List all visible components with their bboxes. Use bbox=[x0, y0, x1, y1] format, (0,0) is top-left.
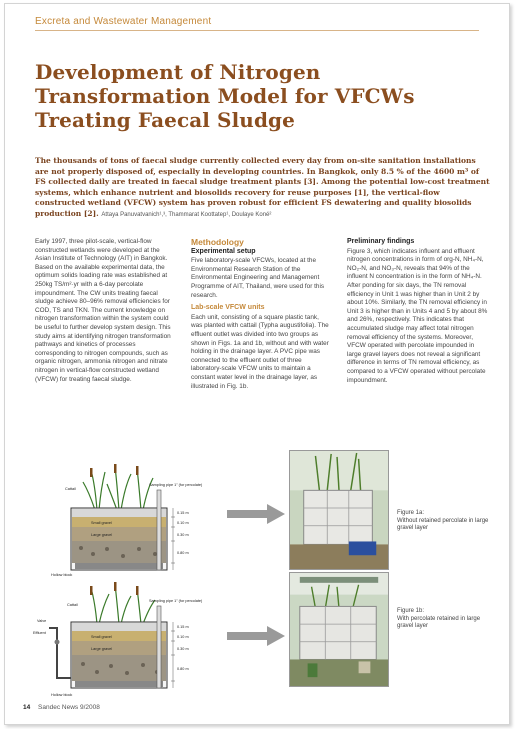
findings-heading: Preliminary findings bbox=[347, 238, 415, 245]
caption-1b-text: With percolate retained in large gravel layer bbox=[397, 615, 481, 629]
label-d4: 0.80 m bbox=[177, 551, 189, 555]
label-large-gravel-b: Large gravel bbox=[91, 647, 113, 651]
publication-name: Sandec News 9/2008 bbox=[38, 704, 100, 711]
arrow-right-icon bbox=[227, 502, 285, 526]
label-cattail: Cattail bbox=[65, 487, 76, 491]
figure-1b bbox=[31, 572, 491, 707]
title-line-3: Treating Faecal Sludge bbox=[35, 108, 295, 132]
header-rule bbox=[35, 30, 479, 31]
column-3 bbox=[347, 238, 489, 389]
label-pipe-b: Sampling pipe 1" (for percolate) bbox=[149, 599, 203, 603]
vfcw-diagram-1b bbox=[31, 572, 219, 707]
title-line-1: Development of Nitrogen bbox=[35, 60, 321, 84]
label-small-gravel: Small gravel bbox=[91, 521, 112, 525]
vfcw-diagram-1a bbox=[31, 450, 219, 585]
section-header: Excreta and Wastewater Management bbox=[35, 16, 212, 27]
column-1 bbox=[35, 238, 175, 388]
caption-1a-text: Without retained percolate in large gravel layer bbox=[397, 517, 489, 531]
label-pipe: Sampling pipe 1" (for percolate) bbox=[149, 483, 203, 487]
figure-1b-caption bbox=[397, 608, 489, 631]
findings-paragraph: Figure 3, which indicates influent and effluent nitrogen concentrations in form of org-N, NH₄-N, NO₂-N, and NO₃-N, reveals that 94% of the influent N concentration is in the form of NH₄-N. After ponding for six days, the TN removal efficiency in Unit 1 was higher than in Unit 2 by about 10%. Similarly, the TN removal efficiency in Unit 3 is higher than in Units 4 and 5 by about 8% and 26%, respectively. This indicates that accumulated sludge may affect total nitrogen removal efficiency of the systems. Moreover, VFCW operated with percolate impounded in large gravel layers does not reveal a significant difference in terms of TN removal efficiency, as compared to a VFCW operated without percolate impoundment. bbox=[347, 247, 488, 384]
label-d2-b: 0.10 m bbox=[177, 635, 189, 639]
arrow-right-icon bbox=[227, 624, 285, 648]
label-d1-b: 0.15 m bbox=[177, 625, 189, 629]
lead-text: The thousands of tons of faecal sludge currently collected every day from on-site sanitation installations are not properly disposed of, especially in developing countries. In Bangkok, only 8.5 % of the 4600 m³ of FS collected daily are treated in faecal sludge treatment plants [3]. Among the potential low-cost treatment systems, which enhance nutrient and biosolids recovery for reuse purposes [1], the vertical-flow constructed wetland (VFCW) system has proven robust for efficient FS dewatering and quality biosolids production [2]. bbox=[35, 156, 490, 218]
caption-1b-title: Figure 1b: bbox=[397, 608, 425, 614]
methodology-heading: Methodology bbox=[191, 237, 244, 247]
magazine-page bbox=[4, 3, 510, 725]
page-footer bbox=[23, 704, 100, 711]
column-2 bbox=[191, 238, 331, 395]
setup-paragraph: Five laboratory-scale VFCWs, located at the Environmental Research Station of the Environmental Engineering and Management Programme of AIT, Thailand, were used for this research. bbox=[191, 257, 325, 299]
label-d2: 0.10 m bbox=[177, 521, 189, 525]
label-d3: 0.30 m bbox=[177, 533, 189, 537]
label-d4-b: 0.80 m bbox=[177, 667, 189, 671]
authors: Attaya Panuvatvanich¹,³, Thammarat Koottatep¹, Doulaye Koné² bbox=[101, 211, 272, 218]
label-d3-b: 0.30 m bbox=[177, 647, 189, 651]
page-number: 14 bbox=[23, 704, 31, 711]
experimental-setup-heading: Experimental setup bbox=[191, 247, 256, 255]
label-d1: 0.15 m bbox=[177, 511, 189, 515]
figure-1a-caption bbox=[397, 510, 489, 533]
lab-scale-heading: Lab-scale VFCW units bbox=[191, 304, 265, 312]
photo-1b bbox=[289, 572, 389, 687]
label-large-gravel: Large gravel bbox=[91, 533, 113, 537]
caption-1a-title: Figure 1a: bbox=[397, 510, 425, 516]
figure-1a bbox=[31, 450, 491, 585]
label-small-gravel-b: Small gravel bbox=[91, 635, 112, 639]
title-line-2: Transformation Model for VFCWs bbox=[35, 84, 415, 108]
lead-paragraph bbox=[35, 156, 491, 220]
lab-scale-paragraph: Each unit, consisting of a square plastic tank, was planted with cattail (Typha augustifolia). The effluent outlet was divided into two groups as shown in Figs. 1a and 1b, without and with water holding in the drainage layer. A PVC pipe was connected to the effluent outlet of three laboratory-scale VFCW units to maintain a constant water level in the drainage layer, as illustrated in Fig. 1b. bbox=[191, 313, 329, 390]
label-valve: Valve bbox=[37, 619, 47, 623]
intro-paragraph: Early 1997, three pilot-scale, vertical-flow constructed wetlands were developed at the Asian Institute of Technology (AIT) in Bangkok. Based on the available experimental data, the optimum solids loading rate was established at 250kg TS/m²·yr with a 6-day percolate impoundment. The CW units treating faecal sludge achieve 80–96% removal efficiencies for COD, TS and TKN. The current knowledge on nitrogen transformation within the system could be useful to further develop system design. This study aims at identifying nitrogen transformation pathways and kinetics of processes corresponding to nitrogen compounds, such as organic nitrogen, ammonia nitrogen and nitrate nitrogen in vertical-flow constructed wetland (VFCW) for treating faecal sludge. bbox=[35, 238, 171, 383]
label-cattail-b: Cattail bbox=[67, 603, 78, 607]
cattail-plants bbox=[83, 466, 153, 510]
label-hollow-block-b: Hollow block bbox=[51, 693, 73, 697]
photo-1a bbox=[289, 450, 389, 570]
label-effluent: Effluent bbox=[33, 631, 46, 635]
label-hollow-block: Hollow block bbox=[51, 573, 73, 577]
article-title bbox=[35, 60, 475, 132]
